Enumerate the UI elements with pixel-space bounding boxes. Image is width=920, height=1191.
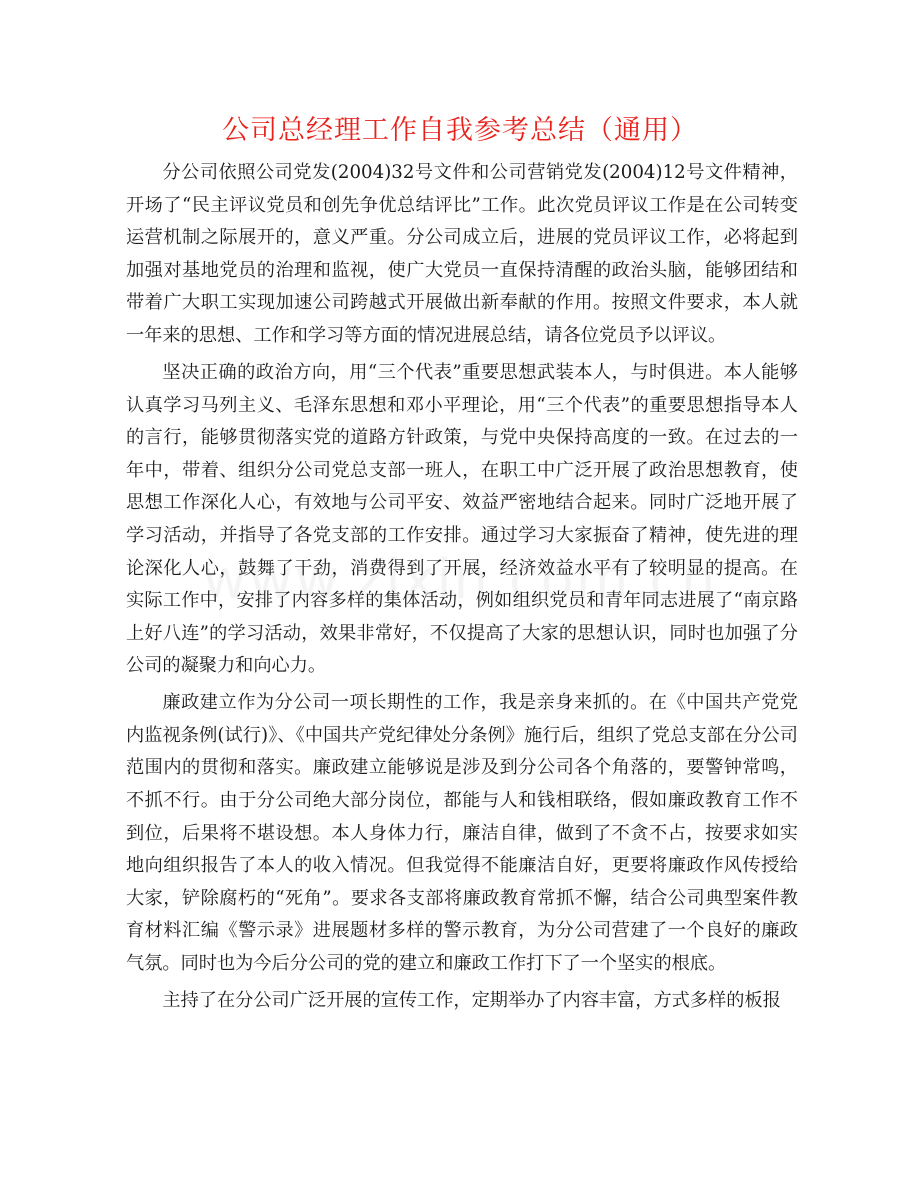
paragraph: 坚决正确的政治方向，用“三个代表”重要思想武装本人，与时俱进。本人能够认真学习马列主义、毛泽东思想和邓小平理论，用“三个代表”的重要思想指导本人的言行，能够贯彻落实党的道路方针政策，与党中央保持高度的一致。在过去的一年中，带着、组织分公司党总支部一班人，在职工中广泛开展了政治思想教育，使思想工作深化人心，有效地与公司平安、效益严密地结合起来。同时广泛地开展了学习活动，并指导了各党支部的工作安排。通过学习大家振奋了精神，使先进的理论深化人心，鼓舞了干劲，消费得到了开展，经济效益水平有了较明显的提高。在实际工作中，安排了内容多样的集体活动，例如组织党员和青年同志进展了“南京路上好八连”的学习活动，效果非常好，不仅提高了大家的思想认识，同时也加强了分公司的凝聚力和向心力。: [126, 361, 798, 677]
paragraph: 分公司依照公司党发(2004)32号文件和公司营销党发(2004)12号文件精神，开场了“民主评议党员和创先争优总结评比”工作。此次党员评议工作是在公司转变运营机制之际展开的，意义严重。分公司成立后，进展的党员评议工作，必将起到加强对基地党员的治理和监视，使广大党员一直保持清醒的政治头脑，能够团结和带着广大职工实现加速公司跨越式开展做出新奉献的作用。按照文件要求，本人就一年来的思想、工作和学习等方面的情况进展总结，请各位党员予以评议。: [126, 162, 798, 346]
paragraph: 主持了在分公司广泛开展的宣传工作，定期举办了内容丰富，方式多样的板报: [162, 990, 781, 1012]
document-body: [126, 157, 798, 1022]
paragraph: 廉政建立作为分公司一项长期性的工作，我是亲身来抓的。在《中国共产党党内监视条例(试行)》、《中国共产党纪律处分条例》施行后，组织了党总支部在分公司范围内的贯彻和落实。廉政建立能够说是涉及到分公司各个角落的，要警钟常鸣，不抓不行。由于分公司绝大部分岗位，都能与人和钱相联络，假如廉政教育工作不到位，后果将不堪设想。本人身体力行，廉洁自律，做到了不贪不占，按要求如实地向组织报告了本人的收入情况。但我觉得不能廉洁自好，更要将廉政作风传授给大家，铲除腐朽的“死角”。要求各支部将廉政教育常抓不懈，结合公司典型案件教育材料汇编《警示录》进展题材多样的警示教育，为分公司营建了一个良好的廉政气氛。同时也为今后分公司的党的建立和廉政工作打下了一个坚实的根底。: [126, 692, 798, 975]
document-title: 公司总经理工作自我参考总结（通用）: [222, 115, 698, 146]
